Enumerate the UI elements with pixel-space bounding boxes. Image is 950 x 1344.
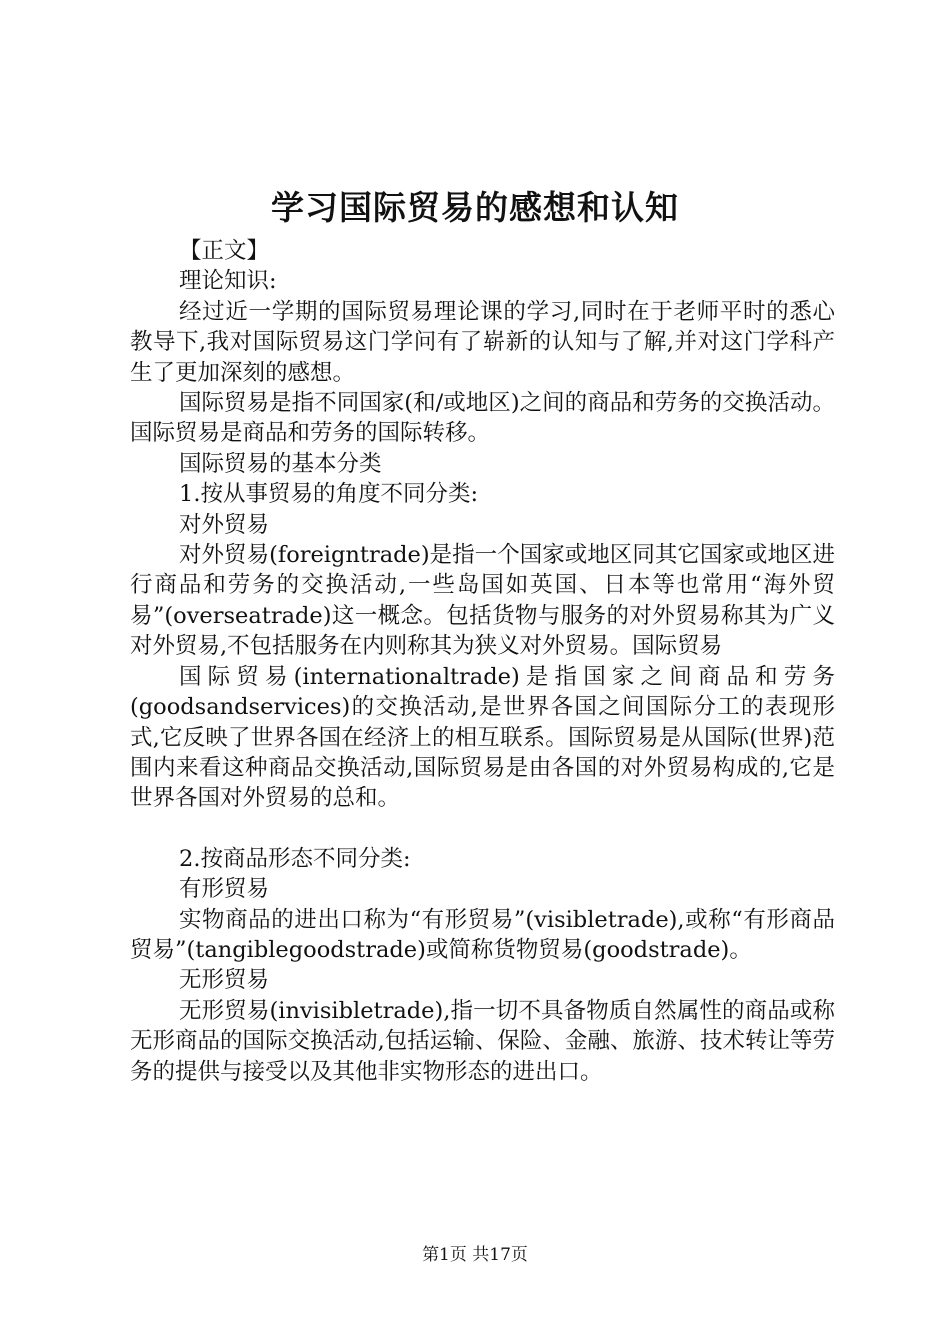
subsection-heading: 对外贸易 <box>179 511 270 538</box>
subsection-heading: 有形贸易 <box>179 876 270 903</box>
section-heading: 2.按商品形态不同分类: <box>179 845 411 872</box>
section-marker: 【正文】 <box>179 238 270 264</box>
body-paragraph: 对外贸易(foreigntrade)是指一个国家或地区同其它国家或地区进行商品和劳务的交换活动,一些岛国如英国、日本等也常用“海外贸易”(overseatrade)这一概念。包括货物与服务的对外贸易称其为广义对外贸易,不包括服务在内则称其为狭义对外贸易。国际贸易 <box>130 542 835 660</box>
body-paragraph: 国际贸易是指不同国家(和/或地区)之间的商品和劳务的交换活动。国际贸易是商品和劳务的国际转移。 <box>130 390 835 447</box>
body-paragraph: 国际贸易(internationaltrade)是指国家之间商品和劳务(goodsandservices)的交换活动,是世界各国之间国际分工的表现形式,它反映了世界各国在经济上的相互联系。国际贸易是从国际(世界)范围内来看这种商品交换活动,国际贸易是由各国的对外贸易构成的,它是世界各国对外贸易的总和。 <box>130 663 835 812</box>
body-paragraph: 实物商品的进出口称为“有形贸易”(visibletrade),或称“有形商品贸易”(tangiblegoodstrade)或简称货物贸易(goodstrade)。 <box>130 906 835 963</box>
body-paragraph: 经过近一学期的国际贸易理论课的学习,同时在于老师平时的悉心教导下,我对国际贸易这门学问有了崭新的认知与了解,并对这门学科产生了更加深刻的感想。 <box>130 298 835 386</box>
section-heading: 国际贸易的基本分类 <box>179 450 382 477</box>
body-paragraph: 无形贸易(invisibletrade),指一切不具备物质自然属性的商品或称无形商品的国际交换活动,包括运输、保险、金融、旅游、技术转让等劳务的提供与接受以及其他非实物形态的进出口。 <box>130 997 835 1085</box>
document-title: 学习国际贸易的感想和认知 <box>271 188 679 227</box>
section-heading: 1.按从事贸易的角度不同分类: <box>179 481 479 508</box>
subsection-heading: 无形贸易 <box>179 967 270 994</box>
page-footer: 第1页 共17页 <box>422 1245 528 1265</box>
section-heading: 理论知识: <box>179 268 277 295</box>
document-body <box>130 236 835 1087</box>
